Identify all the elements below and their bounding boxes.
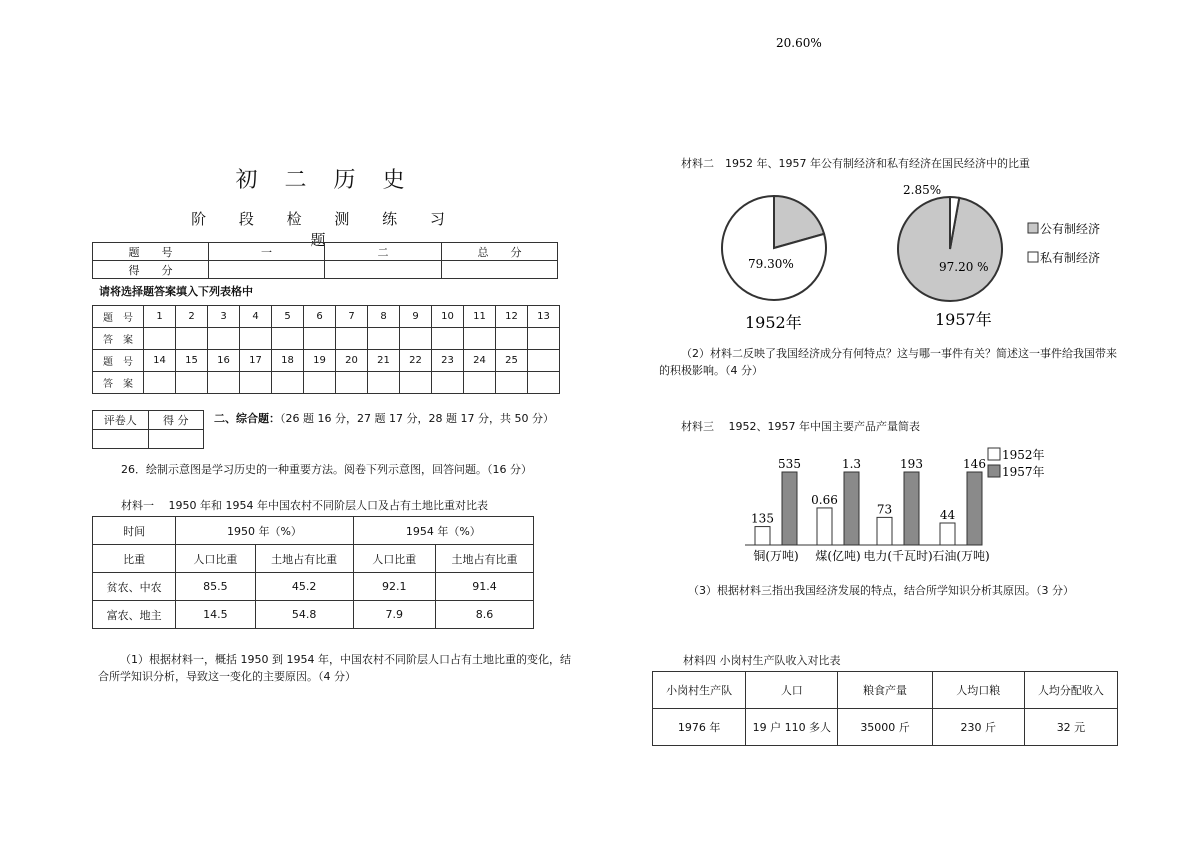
m1-row-label: 富农、地主	[93, 601, 176, 629]
score-header-qno: 题 号	[93, 243, 209, 261]
section2-heading	[214, 410, 554, 427]
material1-caption: 材料一 1950 年和 1954 年中国农村不同阶层人口及占有土地比重对比表	[121, 499, 488, 512]
table-row	[93, 573, 534, 601]
question-3: （3）根据材料三指出我国经济发展的特点，结合所学知识分析其原因。（3 分）	[688, 584, 1074, 597]
question-number: 1	[144, 306, 176, 328]
question-number: 12	[496, 306, 528, 328]
answer-cell[interactable]	[528, 328, 560, 350]
m1-cell: 54.8	[255, 601, 353, 629]
m1-cell: 92.1	[353, 573, 435, 601]
table-row	[653, 709, 1118, 746]
m1-cell: 45.2	[255, 573, 353, 601]
answer-cell[interactable]	[432, 328, 464, 350]
grader-score-cell[interactable]	[148, 430, 204, 449]
m1-cell: 85.5	[176, 573, 255, 601]
bar-label-3-1: 146	[963, 457, 986, 471]
answer-grid-qlabel: 题 号	[93, 306, 144, 328]
section2-note: （26 题 16 分，27 题 17 分，28 题 17 分，共 50 分）	[280, 412, 554, 425]
answer-cell[interactable]	[336, 372, 368, 394]
grader-cell[interactable]	[93, 430, 149, 449]
category-label-1: 煤(亿吨)	[815, 549, 861, 563]
question-number: 25	[496, 350, 528, 372]
material4-table	[652, 671, 1118, 746]
table-row	[93, 601, 534, 629]
answer-grid-alabel: 答 案	[93, 328, 144, 350]
answer-grid-alabel: 答 案	[93, 372, 144, 394]
m1-header-1950: 1950 年（%）	[176, 517, 353, 545]
m1-header-land: 土地占有比重	[255, 545, 353, 573]
question-number: 9	[400, 306, 432, 328]
m4-cell: 32 元	[1024, 709, 1117, 746]
m1-header-time: 时间	[93, 517, 176, 545]
answer-cell[interactable]	[208, 328, 240, 350]
answer-grid-qrow-2	[93, 350, 560, 372]
answer-grid-qlabel: 题 号	[93, 350, 144, 372]
bar-1-1	[844, 472, 859, 545]
question-number: 3	[208, 306, 240, 328]
question-number: 22	[400, 350, 432, 372]
m1-cell: 91.4	[435, 573, 533, 601]
bar-label-3-0: 44	[939, 508, 956, 522]
question-number: 20	[336, 350, 368, 372]
answer-cell[interactable]	[176, 372, 208, 394]
bar-label-1-0: 0.66	[811, 492, 838, 507]
legend-label-private: 私有制经济	[1040, 251, 1101, 265]
answer-cell[interactable]	[528, 372, 560, 394]
legend-swatch-1957	[988, 465, 1000, 477]
category-label-0: 铜(万吨)	[753, 549, 799, 563]
answer-cell[interactable]	[272, 372, 304, 394]
question-number: 19	[304, 350, 336, 372]
pie-1952-label-public: 20.60%	[776, 36, 822, 50]
m4-cell: 1976 年	[653, 709, 746, 746]
bar-label-1-1: 1.3	[841, 457, 862, 471]
material4-caption: 材料四 小岗村生产队收入对比表	[683, 654, 841, 667]
answer-cell[interactable]	[304, 328, 336, 350]
m4-header: 人均分配收入	[1024, 672, 1117, 709]
question-number: 7	[336, 306, 368, 328]
answer-cell[interactable]	[240, 328, 272, 350]
pie-1957-caption: 1957年	[935, 310, 992, 329]
bar-0-1	[782, 472, 797, 545]
score-header-part1: 一	[209, 243, 325, 261]
question-number: 21	[368, 350, 400, 372]
pie-1957-label-public: 97.20 %	[939, 260, 989, 274]
m1-header-1954: 1954 年（%）	[353, 517, 533, 545]
page-title: 初 二 历 史	[235, 168, 415, 193]
question-number: 4	[240, 306, 272, 328]
answer-cell[interactable]	[400, 328, 432, 350]
m4-cell: 19 户 110 多人	[746, 709, 838, 746]
bar-2-1	[904, 472, 919, 545]
bar-0-0	[755, 527, 770, 545]
question-number	[528, 350, 560, 372]
answer-cell[interactable]	[176, 328, 208, 350]
question-number: 18	[272, 350, 304, 372]
answer-cell[interactable]	[272, 328, 304, 350]
question-number: 2	[176, 306, 208, 328]
answer-cell[interactable]	[240, 372, 272, 394]
m1-header-ratio: 比重	[93, 545, 176, 573]
q26-intro: 26．绘制示意图是学习历史的一种重要方法。阅卷下列示意图，回答问题。（16 分）	[121, 463, 532, 476]
question-number: 13	[528, 306, 560, 328]
m4-header: 粮食产量	[838, 672, 932, 709]
category-label-2: 电力(千瓦时)	[863, 549, 933, 563]
answer-grid-qrow-1	[93, 306, 560, 328]
m4-header: 小岗村生产队	[653, 672, 746, 709]
score-table	[92, 242, 558, 279]
question-number: 10	[432, 306, 464, 328]
answer-cell[interactable]	[208, 372, 240, 394]
bar-label-2-0: 73	[876, 502, 893, 517]
answer-cell[interactable]	[464, 372, 496, 394]
bar-2-0	[877, 517, 892, 545]
legend-label-public: 公有制经济	[1040, 222, 1101, 236]
question-number: 17	[240, 350, 272, 372]
score-header-part2: 二	[325, 243, 442, 261]
question-number: 5	[272, 306, 304, 328]
m4-cell: 230 斤	[932, 709, 1024, 746]
m4-cell: 35000 斤	[838, 709, 932, 746]
answer-cell[interactable]	[144, 328, 176, 350]
legend-swatch-1952	[988, 448, 1000, 460]
m1-cell: 14.5	[176, 601, 255, 629]
legend-label-1952: 1952年	[1002, 448, 1045, 462]
answer-cell[interactable]	[496, 372, 528, 394]
question-number: 24	[464, 350, 496, 372]
m4-header: 人均口粮	[932, 672, 1024, 709]
bar-1-0	[817, 508, 832, 545]
m1-cell: 7.9	[353, 601, 435, 629]
m1-row-label: 贫农、中农	[93, 573, 176, 601]
material2-caption: 材料二 1952 年、1957 年公有制经济和私有经济在国民经济中的比重	[681, 157, 1030, 170]
answer-cell[interactable]	[336, 328, 368, 350]
score-row-label: 得 分	[93, 261, 209, 279]
question-number: 14	[144, 350, 176, 372]
grader-label: 评卷人	[93, 411, 149, 430]
score-cell[interactable]	[325, 261, 442, 279]
answer-grid-arow-1	[93, 328, 560, 350]
score-header-total: 总 分	[442, 243, 558, 261]
m1-header-pop: 人口比重	[353, 545, 435, 573]
m4-header: 人口	[746, 672, 838, 709]
grader-box	[92, 410, 204, 449]
question-number: 16	[208, 350, 240, 372]
bar-3-0	[940, 523, 955, 545]
answer-cell[interactable]	[464, 328, 496, 350]
pie-1952-caption: 1952年	[745, 313, 802, 332]
answer-cell[interactable]	[144, 372, 176, 394]
m1-header-pop: 人口比重	[176, 545, 255, 573]
pie-1952-label-private: 79.30%	[748, 257, 794, 271]
question-number: 15	[176, 350, 208, 372]
score-cell[interactable]	[442, 261, 558, 279]
question-number: 8	[368, 306, 400, 328]
material3-caption: 材料三 1952、1957 年中国主要产品产量简表	[681, 420, 920, 433]
question-number: 6	[304, 306, 336, 328]
m1-header-land: 土地占有比重	[435, 545, 533, 573]
legend-swatch-public	[1028, 223, 1038, 233]
grader-score-label: 得 分	[148, 411, 204, 430]
bar-label-0-1: 535	[778, 457, 801, 471]
answer-instruction: 请将选择题答案填入下列表格中	[99, 285, 253, 298]
question-number: 23	[432, 350, 464, 372]
pie-1957-label-private: 2.85%	[903, 183, 942, 197]
answer-grid-arow-2	[93, 372, 560, 394]
question-number: 11	[464, 306, 496, 328]
page-subtitle: 阶 段 检 测 练 习 题	[191, 210, 459, 249]
material1-table	[92, 516, 534, 629]
bar-label-0-0: 135	[751, 511, 774, 526]
answer-grid	[92, 305, 560, 394]
section2-title: 二、综合题：	[214, 412, 280, 425]
bar-3-1	[967, 472, 982, 545]
bar-chart	[735, 440, 1055, 570]
category-label-3: 石油(万吨)	[932, 549, 990, 563]
answer-cell[interactable]	[432, 372, 464, 394]
answer-cell[interactable]	[496, 328, 528, 350]
answer-cell[interactable]	[304, 372, 336, 394]
answer-cell[interactable]	[368, 372, 400, 394]
bar-label-2-1: 193	[900, 457, 923, 471]
answer-cell[interactable]	[400, 372, 432, 394]
answer-cell[interactable]	[368, 328, 400, 350]
question-2: （2）材料二反映了我国经济成分有何特点？这与哪一事件有关？简述这一事件给我国带来的积极影响。（4 分）	[659, 347, 1117, 377]
question-1: （1）根据材料一，概括 1950 到 1954 年，中国农村不同阶层人口占有土地比重的变化，结合所学知识分析，导致这一变化的主要原因。（4 分）	[98, 653, 571, 683]
legend-swatch-private	[1028, 252, 1038, 262]
score-cell[interactable]	[209, 261, 325, 279]
m1-cell: 8.6	[435, 601, 533, 629]
legend-label-1957: 1957年	[1002, 465, 1045, 479]
